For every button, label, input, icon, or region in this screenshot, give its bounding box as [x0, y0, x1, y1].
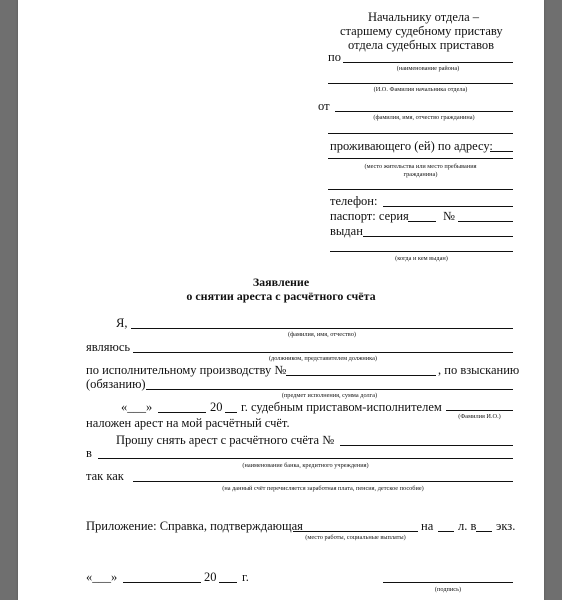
label-attachment: Приложение: Справка, подтверждающая [86, 519, 303, 533]
hint-signature: (подпись) [434, 586, 462, 593]
chief-line [328, 83, 513, 84]
sign-month-line [123, 582, 201, 583]
label-po: по [328, 50, 341, 64]
signature-line [383, 582, 513, 583]
copies-line [476, 531, 492, 532]
title-line-1: Заявление [252, 275, 310, 289]
label-proceeding: по исполнительному производству № [86, 363, 287, 377]
header-line-1: Начальнику отдела – [368, 10, 480, 24]
passport-series-line [408, 221, 436, 222]
label-ya: Я, [116, 316, 128, 330]
district-line [343, 62, 513, 63]
sign-date-quote: «___» [86, 570, 118, 584]
title-line-2: о снятии ареста с расчётного счёта [186, 289, 376, 303]
passport-number-line [458, 221, 513, 222]
hint-district: (наименование района) [396, 65, 460, 72]
issued-line [363, 236, 513, 237]
label-residing: проживающего (ей) по адресу: [330, 139, 493, 153]
label-pages: л. в [458, 519, 477, 533]
debtor-line [133, 352, 513, 353]
label-collection: , по взысканию [438, 363, 520, 377]
address-line [328, 158, 513, 159]
hint-bank: (наименование банка, кредитного учреждения) [242, 462, 369, 469]
document-page [18, 0, 544, 600]
applicant-line [335, 111, 513, 112]
proceeding-line [286, 375, 436, 376]
fio-line [131, 328, 513, 329]
attachment-line [293, 531, 418, 532]
label-on: на [421, 519, 434, 533]
label-number: № [443, 209, 455, 223]
bailiff-line [446, 410, 513, 411]
hint-debtor: (должником, представителем должника) [268, 355, 378, 362]
account-line [340, 445, 513, 446]
hint-address-1: (место жительства или место пребывания [364, 163, 477, 170]
year-line [225, 412, 237, 413]
label-passport: паспорт: серия [330, 209, 409, 223]
year-prefix: 20 [210, 400, 223, 414]
window-edge-right [544, 0, 562, 600]
label-because: так как [86, 469, 124, 483]
hint-applicant: (фамилия, имя, отчество гражданина) [373, 114, 475, 121]
issued-line-2 [330, 251, 513, 252]
sign-year-prefix: 20 [204, 570, 217, 584]
label-in: в [86, 446, 92, 460]
header-line-2: старшему судебному приставу [340, 24, 503, 38]
hint-issued: (когда и кем выдан) [395, 255, 448, 262]
window-edge-left [0, 0, 18, 600]
hint-subject: (предмет исполнения, сумма долга) [281, 392, 378, 399]
address-line-short [490, 151, 513, 152]
label-being: являюсь [86, 340, 131, 354]
label-phone: телефон: [330, 194, 378, 208]
header-line-3: отдела судебных приставов [348, 38, 495, 52]
applicant-line-2 [328, 133, 513, 134]
pages-line [438, 531, 454, 532]
label-obligation: (обязанию) [86, 377, 146, 391]
phone-line [383, 206, 513, 207]
label-ot: от [318, 99, 330, 113]
hint-chief: (И.О. Фамилия начальника отдела) [373, 86, 468, 93]
hint-bailiff: (Фамилия И.О.) [458, 413, 501, 420]
label-arrest: наложен арест на мой расчётный счёт. [86, 416, 290, 430]
label-bailiff: г. судебным приставом-исполнителем [241, 400, 442, 414]
bank-line [98, 458, 513, 459]
hint-body-fio: (фамилия, имя, отчество) [288, 331, 356, 338]
date-quote: «___» [121, 400, 153, 414]
sign-g: г. [242, 570, 249, 584]
label-request: Прошу снять арест с расчётного счёта № [116, 433, 335, 447]
label-issued: выдан [330, 224, 363, 238]
subject-line [146, 389, 513, 390]
hint-because: (на данный счёт перечисляется заработная плата, пенсия, детское пособие) [222, 485, 424, 492]
month-line [158, 412, 206, 413]
label-copies: экз. [496, 519, 516, 533]
sign-year-line [219, 582, 237, 583]
hint-address-2: гражданина) [403, 171, 438, 178]
hint-work: (место работы, социальные выплаты) [305, 534, 406, 541]
because-line [133, 481, 513, 482]
address-line-2 [328, 189, 513, 190]
